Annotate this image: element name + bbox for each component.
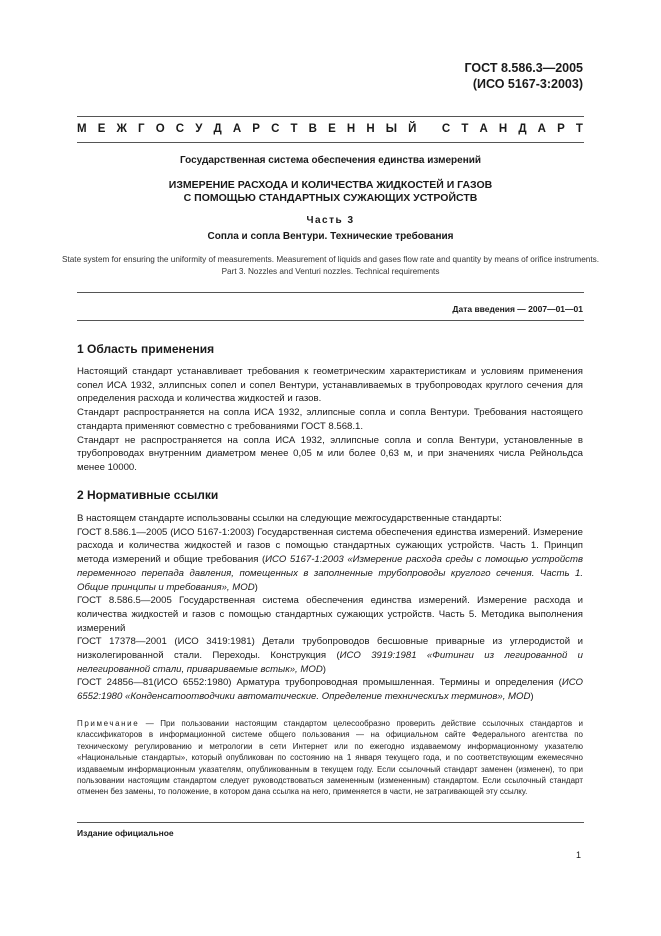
standard-type-letter: С [271, 123, 280, 135]
standard-type-letter: Т [290, 123, 298, 135]
document-identifier [465, 60, 583, 92]
standard-type-letter: Н [346, 123, 356, 135]
note-block [77, 718, 583, 798]
bottom-rule [77, 822, 584, 823]
part-title: Сопла и сопла Вентури. Технические требования [207, 231, 454, 242]
standard-type-letter: Г [138, 123, 145, 135]
reference-item: ГОСТ 24856—81(ИСО 6552:1980) Арматура трубопроводная промышленная. Термины и определения (ИСО 6552:1980 «Конденсатоотводчики автоматические. Определение техническиъх терминов», MOD) [77, 677, 583, 703]
standard-type-heading [77, 123, 583, 135]
standard-type-letter: А [232, 123, 242, 135]
section-1-paragraph: Стандарт распространяется на сопла ИСА 1932, эллипсные сопла и сопла Вентури. Требования настоящего стандарта применяют совместно с требованиями ГОСТ 8.568.1. [77, 407, 583, 432]
standard-type-letter: О [155, 123, 165, 135]
section-2-intro: В настоящем стандарте использованы ссылки на следующие межгосударственные стандарты: [77, 513, 502, 524]
standard-type-letter: Д [518, 123, 527, 135]
section-1-paragraph: Стандарт не распространяется на сопла ИСА 1932, эллипсные сопла и сопла Вентури, установленные в трубопроводах внутренним диаметром менее 0,05 м или более 0,63 м, и при значениях числа Рейнольдса менее 10000. [77, 434, 583, 473]
section-1-body [77, 365, 583, 475]
note-text: — При пользовании настоящим стандартом целесообразно проверить действие ссылочных стандартов и классификаторов в информационной системе общего пользования — на официальном сайте Федерального агентства по техническому регулированию и метрологии в сети Интернет или по ежегодно издаваемому информационному указателю «Национальные стандарты», который опубликован по состоянию на 1 января текущего года, и по соответствующим ежемесячно издаваемым информационным указателям, опубликованным в текущем году. Если ссылочный стандарт заменен (изменен), то при пользовании настоящим стандартом следует руководствоваться замененным (измененным) стандартом. Если ссылочный стандарт отменен без замены, то положение, в котором дана ссылка на него, применяется в части, не затрагивающей эту ссылку. [77, 719, 583, 797]
standard-type-letter: Д [213, 123, 222, 135]
section-1-heading: 1 Область применения [77, 342, 215, 356]
standard-type-letter: У [195, 123, 203, 135]
standard-type-letter: Ж [116, 123, 127, 135]
standard-type-letter: Н [366, 123, 375, 135]
standard-type-letter: А [537, 123, 546, 135]
top-rule [77, 116, 584, 117]
standard-type-letter: А [479, 123, 488, 135]
standard-type-letter: М [77, 123, 87, 135]
iso-number: (ИСО 5167-3:2003) [472, 77, 583, 91]
section-1-paragraph: Настоящий стандарт устанавливает требования к геометрическим характеристикам и условиям применения сопел ИСА 1932, эллипсных сопел и сопел Вентури, устанавливаемых в трубопроводах круглого сечения для определения расхода и количества жидкостей и газов. [77, 366, 583, 405]
standard-type-letter: Е [97, 123, 106, 135]
english-title: State system for ensuring the uniformity of measurements. Measurement of liquids and gases flow rate and quantity by means of orifice instruments. Part 3. Nozzles and Venturi nozzles. Technical requirements [62, 255, 599, 276]
standard-type-letter: В [308, 123, 317, 135]
date-rule [77, 320, 584, 321]
standard-type-letter: С [441, 123, 451, 135]
title-line-1: ИЗМЕРЕНИЕ РАСХОДА И КОЛИЧЕСТВА ЖИДКОСТЕЙ И ГАЗОВ [168, 179, 493, 191]
section-2-body [77, 512, 583, 704]
title-rule [77, 292, 584, 293]
standard-type-letter: Р [252, 123, 260, 135]
introduction-date: Дата введения — 2007—01—01 [452, 304, 583, 314]
page-number: 1 [575, 850, 581, 860]
standard-type-letter [428, 123, 431, 135]
standard-type-letter: Н [498, 123, 508, 135]
title-line-2: С ПОМОЩЬЮ СТАНДАРТНЫХ СУЖАЮЩИХ УСТРОЙСТВ [183, 192, 478, 204]
standard-type-letter: С [175, 123, 185, 135]
note-label: Примечание [77, 719, 140, 728]
standard-type-letter: Р [557, 123, 565, 135]
standard-type-letter: Т [461, 123, 469, 135]
standard-type-letter: Ы [385, 123, 398, 135]
system-title: Государственная система обеспечения единства измерений [179, 155, 482, 166]
edition-label: Издание официальное [77, 828, 174, 838]
document-title [60, 179, 601, 205]
standard-type-letter: Е [328, 123, 336, 135]
section-2-heading: 2 Нормативные ссылки [77, 488, 219, 502]
reference-item: ГОСТ 8.586.5—2005 Государственная система обеспечения единства измерений. Измерение расхода и количества жидкостей и газов с помощью стандартных сужающих устройств. Часть 5. Методика выполнения измерений [77, 595, 583, 634]
part-label: Часть 3 [306, 215, 355, 226]
standard-type-letter: Т [575, 123, 583, 135]
reference-item: ГОСТ 8.586.1—2005 (ИСО 5167-1:2003) Государственная система обеспечения единства измерений. Измерение расхода и количества жидкостей и газов с помощью стандартных сужающих устройств. Часть 1. Принцип метода измерений и общие требования (ИСО 5167-1:2003 «Измерение расхода среды с помощью устройств переменного перепада давления, помещенных в заполненные трубопроводы круглого сечения. Часть 1. Общие принципы и требования», MOD) [77, 526, 583, 593]
doc-number: ГОСТ 8.586.3—2005 [464, 61, 583, 75]
standard-type-letter: Й [408, 123, 417, 135]
standard-type-rule [77, 142, 584, 143]
reference-item: ГОСТ 17378—2001 (ИСО 3419:1981) Детали трубопроводов бесшовные приварные из углеродистой и низколегированной стали. Переходы. Конструкция (ИСО 3919:1981 «Фитинги из легированной и нелегированной стали, привариваемые встык», MOD) [77, 636, 584, 675]
